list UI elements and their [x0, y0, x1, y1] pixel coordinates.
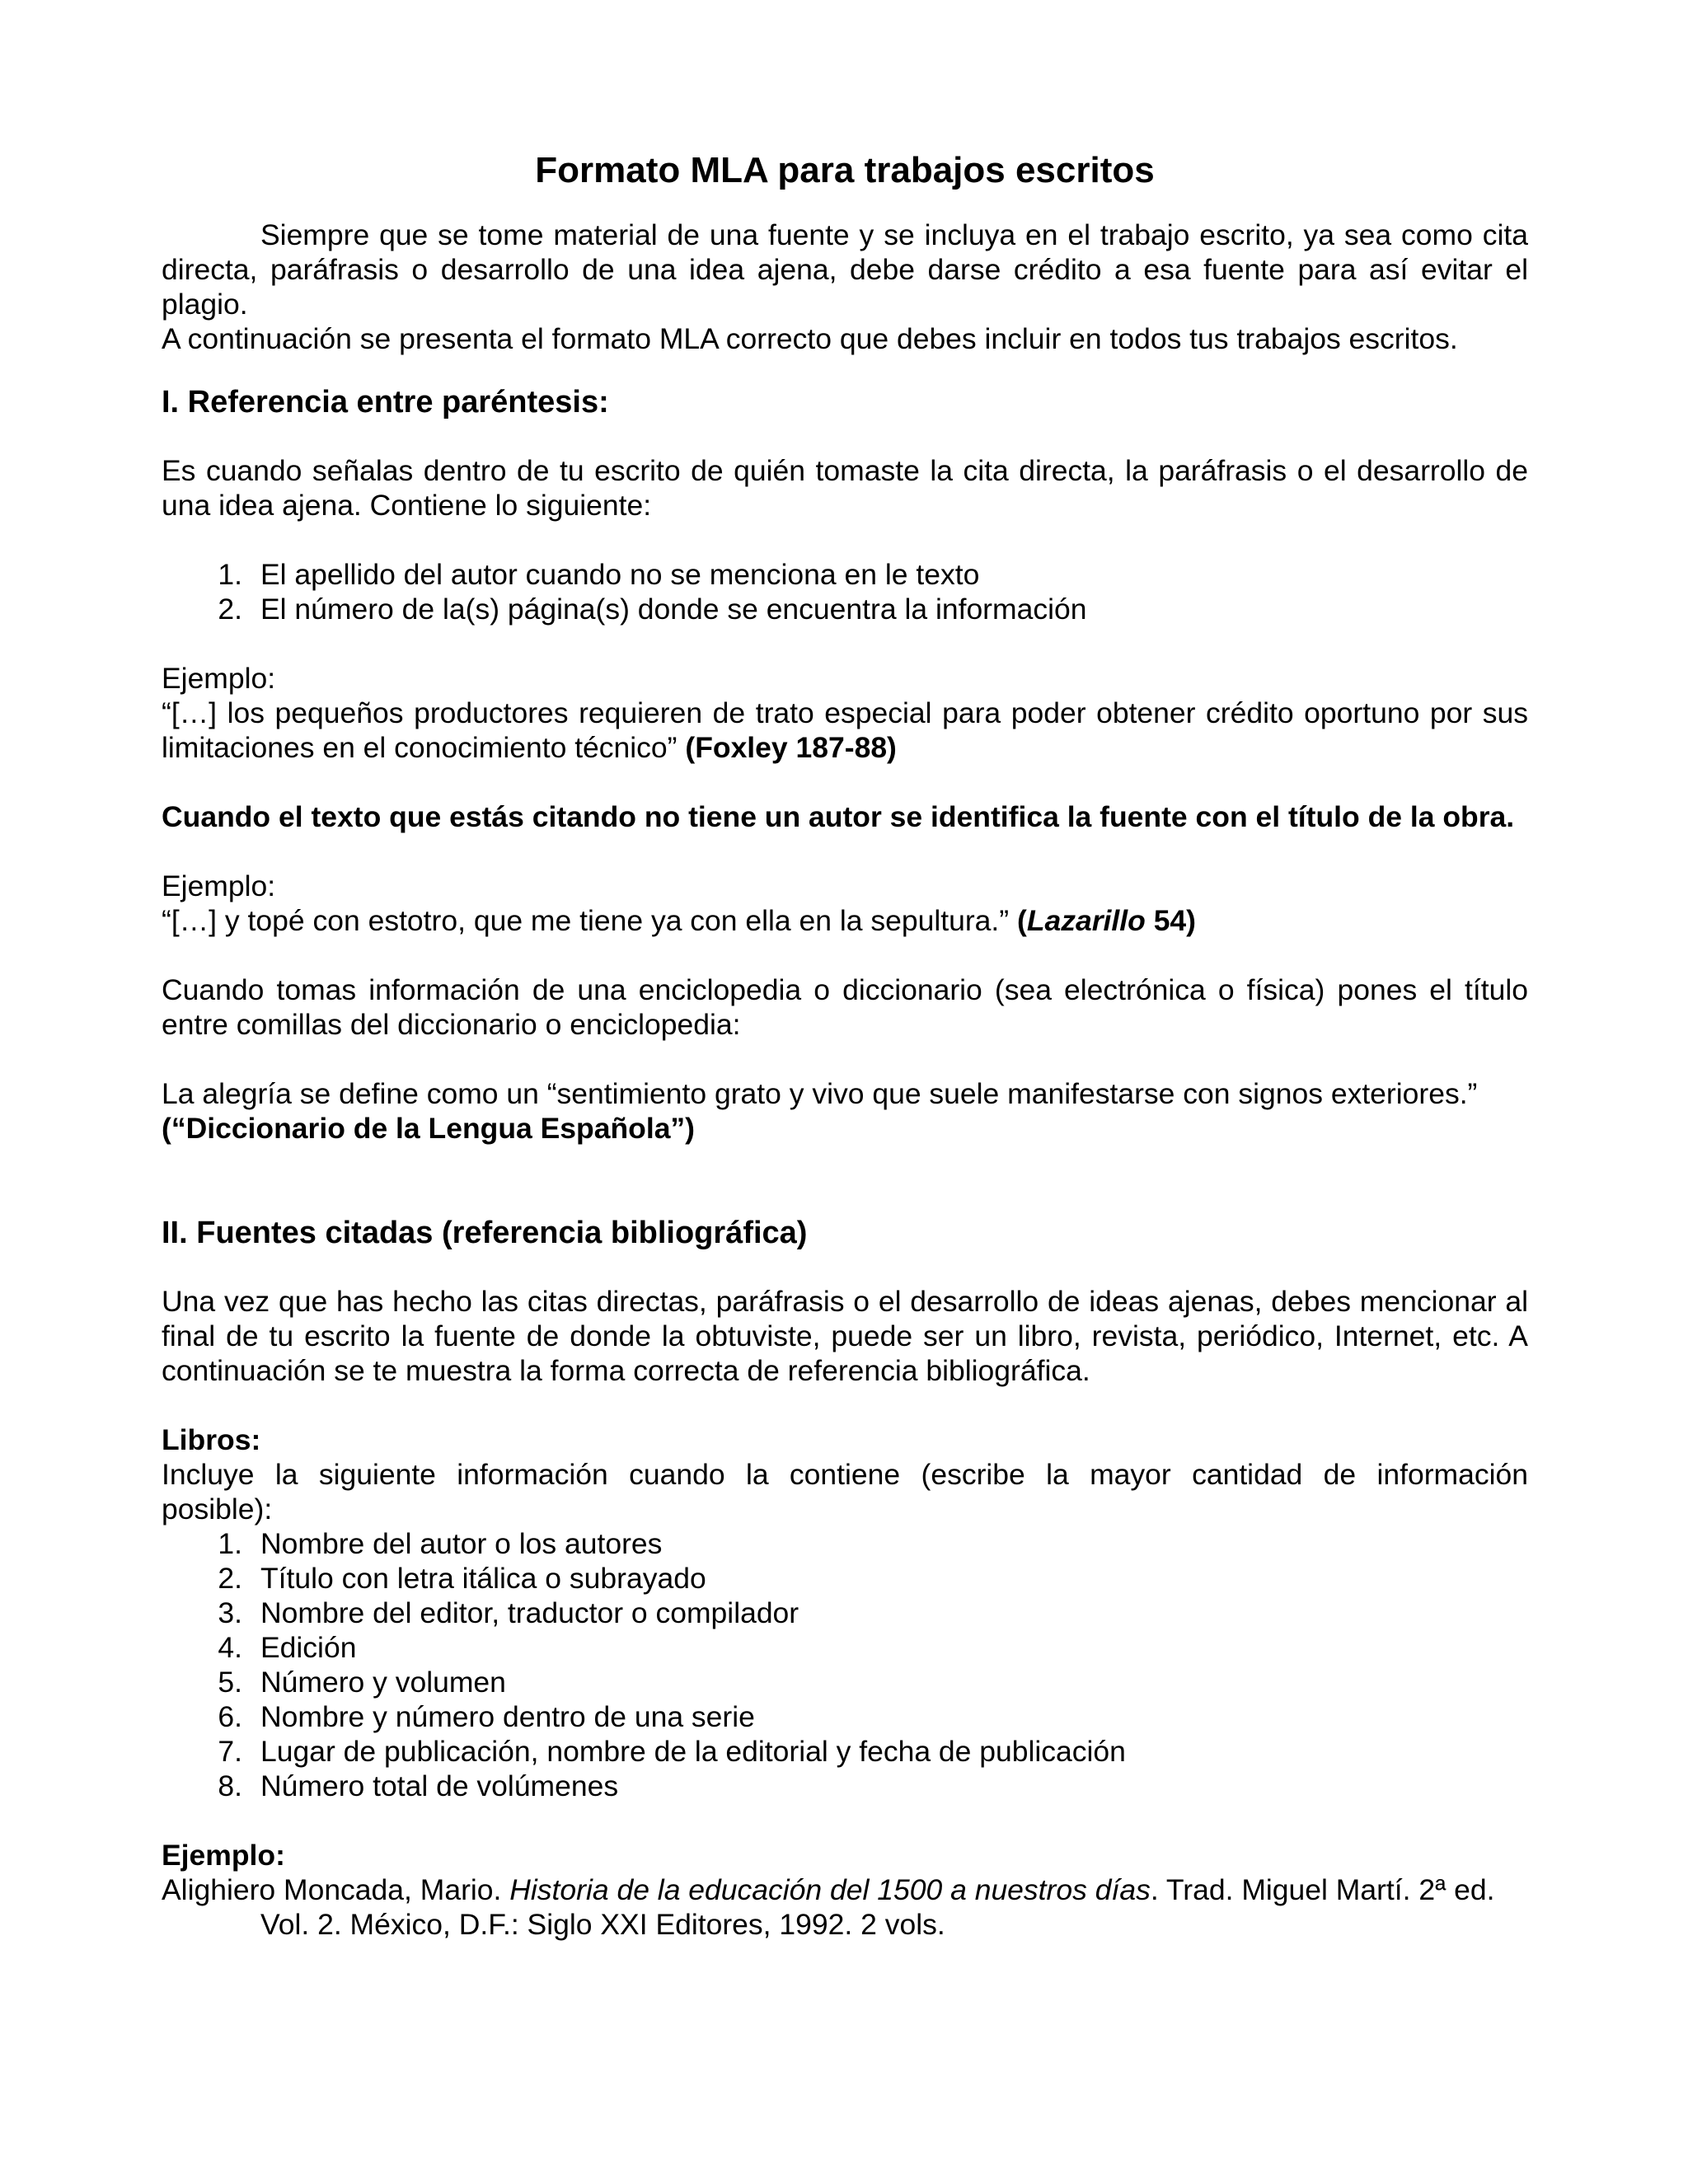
- section-2-heading: II. Fuentes citadas (referencia bibliográfica): [162, 1216, 808, 1250]
- example-label: Ejemplo:: [162, 1839, 285, 1872]
- list-item: 8. Número total de volúmenes: [218, 1769, 619, 1802]
- list-item: 7. Lugar de publicación, nombre de la editorial y fecha de publicación: [218, 1735, 1126, 1768]
- citation: (Foxley 187-88): [685, 731, 897, 764]
- list-item: 3. Nombre del editor, traductor o compilador: [218, 1596, 799, 1629]
- no-author-note: Cuando el texto que estás citando no tiene un autor se identifica la fuente con el título de la obra.: [162, 800, 1515, 833]
- books-intro: Incluye la siguiente información cuando la contiene (escribe la mayor cantidad de información: [162, 1458, 1528, 1491]
- books-intro: posible):: [162, 1493, 273, 1526]
- list-item: 1. Nombre del autor o los autores: [218, 1527, 663, 1560]
- list-item: 1. El apellido del autor cuando no se menciona en le texto: [218, 558, 980, 591]
- list-item: 2. Título con letra itálica o subrayado: [218, 1562, 706, 1595]
- document-page: [162, 140, 1528, 1942]
- example-quote: La alegría se define como un “sentimiento grato y vivo que suele manifestarse con signos exteriores.”: [162, 1077, 1478, 1110]
- intro-paragraph: Siempre que se tome material de una fuente y se incluya en el trabajo escrito, ya sea como cita directa, paráfrasis o desarrollo de una idea ajena, debe darse crédito a esa fuente para así evitar el plagio.: [162, 218, 1528, 321]
- citation: (“Diccionario de la Lengua Española”): [162, 1112, 696, 1145]
- example-quote: “[…] y topé con estotro, que me tiene ya con ella en la sepultura.” (Lazarillo 54): [162, 904, 1196, 937]
- section-1-list: [162, 557, 1528, 626]
- book-title: Historia de la educación del 1500 a nuestros días: [509, 1873, 1151, 1906]
- books-label: Libros:: [162, 1423, 261, 1456]
- section-2-description: Una vez que has hecho las citas directas, paráfrasis o el desarrollo de ideas ajenas, debes mencionar al final de tu escrito la fuente de donde la obtuviste, puede ser un libro, revista, periódico, Internet, etc. A continuación se te muestra la forma correcta de referencia bibliográfica.: [162, 1285, 1528, 1387]
- list-item: 2. El número de la(s) página(s) donde se encuentra la información: [218, 593, 1087, 626]
- citation: (Lazarillo 54): [1016, 904, 1196, 937]
- example-quote: “[…] los pequeños productores requieren de trato especial para poder obtener crédito oportuno por sus limitaciones en el conocimiento técnico” (Foxley 187-88): [162, 696, 1528, 764]
- bibliography-entry: Alighiero Moncada, Mario. Historia de la educación del 1500 a nuestros días. Trad. Miguel Martí. 2ª ed. Vol. 2. México, D.F.: Siglo XXI Editores, 1992. 2 vols.: [162, 1873, 1495, 1941]
- encyclopedia-note: Cuando tomas información de una enciclopedia o diccionario (sea electrónica o física) pones el título entre comillas del diccionario o enciclopedia:: [162, 973, 1528, 1041]
- document-title: Formato MLA para trabajos escritos: [535, 150, 1155, 190]
- section-1-heading: I. Referencia entre paréntesis:: [162, 385, 609, 419]
- books-list: [162, 1526, 1528, 1803]
- list-item: 6. Nombre y número dentro de una serie: [218, 1700, 755, 1733]
- section-1-description: Es cuando señalas dentro de tu escrito de quién tomaste la cita directa, la paráfrasis o el desarrollo de una idea ajena. Contiene lo siguiente:: [162, 454, 1528, 522]
- intro-paragraph-2: A continuación se presenta el formato MLA correcto que debes incluir en todos tus trabajos escritos.: [162, 322, 1458, 355]
- example-label: Ejemplo:: [162, 869, 276, 902]
- list-item: 5. Número y volumen: [218, 1666, 506, 1699]
- list-item: 4. Edición: [218, 1631, 357, 1664]
- example-label: Ejemplo:: [162, 662, 276, 695]
